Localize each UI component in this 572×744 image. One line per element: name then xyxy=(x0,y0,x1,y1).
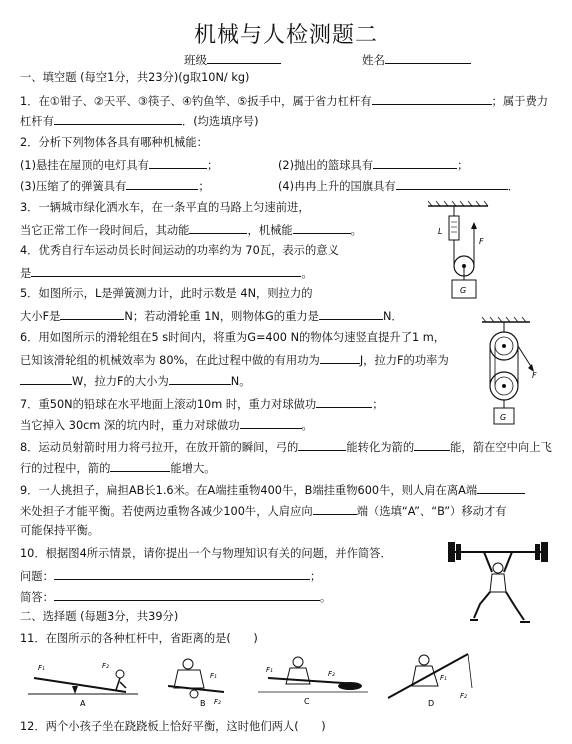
name-blank[interactable] xyxy=(385,52,471,64)
class-blank[interactable] xyxy=(207,52,281,64)
question-10-answer: 简答： 。 xyxy=(20,591,332,604)
question-9-line1: 9．一人挑担子，扁担AB长1.6米。在A端挂重物400牛，B端挂重物600牛，则人肩在离A端 xyxy=(20,482,525,498)
q2-blank-4[interactable] xyxy=(396,178,508,190)
q9-blank-2[interactable] xyxy=(313,503,357,515)
question-5-line1: 5．如图所示，L是弹簧测力计，此时示数是 4N，则拉力的 xyxy=(20,287,313,300)
question-6-line2: 已知该滑轮组的机械效率为 80%，在此过程中做的有用功为 J，拉力F的功率为 xyxy=(20,354,449,367)
q5-blank-1[interactable] xyxy=(60,308,124,320)
question-7-line1: 7．重50N的铅球在水平地面上滚动10m 时，重力对球做功 ； xyxy=(20,398,384,411)
q8-blank-3[interactable] xyxy=(110,460,170,472)
lever-a-label: A xyxy=(80,699,86,708)
question-9-line3: 可能保持平衡。 xyxy=(20,524,100,537)
question-12: 12．两个小孩子坐在跷跷板上恰好平衡，这时他们两人( ) xyxy=(20,720,326,733)
q7-blank-2[interactable] xyxy=(240,417,302,429)
weightlifter-figure xyxy=(444,538,552,630)
page-title: 机械与人检测题二 xyxy=(193,23,378,48)
svg-text:F₁: F₁ xyxy=(266,666,273,674)
pulley-block-figure xyxy=(476,316,542,428)
question-6-line1: 6．用如图所示的滑轮组在5 s时间内，将重为G=400 N的物体匀速竖直提升了1 m， xyxy=(20,331,446,344)
question-10-question: 问题： ； xyxy=(20,570,322,583)
q8-blank-1[interactable] xyxy=(298,439,346,451)
question-9-line2: 米处担子才能平衡。若使两边重物各减少100牛，人肩应向 端（选填“A”、“B”）移动才有 xyxy=(20,505,507,518)
svg-text:F₂: F₂ xyxy=(214,698,221,706)
svg-text:F₁: F₁ xyxy=(210,672,217,680)
question-8-line2: 行的过程中，箭的 能增大。 xyxy=(20,462,216,475)
svg-text:F₁: F₁ xyxy=(440,674,447,682)
question-2-row1b: (2)抛出的篮球具有 ； xyxy=(278,159,469,172)
q2-blank-1[interactable] xyxy=(149,157,207,169)
lever-b-label: B xyxy=(200,699,206,708)
q8-blank-2[interactable] xyxy=(414,439,450,451)
question-2-row2: (3)压缩了的弹簧具有 ； xyxy=(20,180,210,193)
question-5-line2: 大小F是 N；若动滑轮重 1N，则物体G的重力是 N． xyxy=(20,310,403,323)
svg-text:F₂: F₂ xyxy=(328,670,335,678)
question-10-stem: 10．根据图4所示情景，请你提出一个与物理知识有关的问题，并作简答． xyxy=(20,547,392,560)
q3-blank-2[interactable] xyxy=(293,222,351,234)
q2-blank-2[interactable] xyxy=(373,157,457,169)
question-2-row1: (1)悬挂在屋顶的电灯具有 ； xyxy=(20,159,219,172)
q6-blank-3[interactable] xyxy=(169,373,231,385)
class-field xyxy=(184,52,281,68)
svg-text:F₁: F₁ xyxy=(38,664,45,672)
q4-blank[interactable] xyxy=(31,265,301,277)
question-1-line2: 杠杆有 ．(均选填序号) xyxy=(20,115,259,128)
name-label: 姓名 xyxy=(362,53,385,67)
lever-d-label: D xyxy=(428,699,435,708)
question-2-row2b: (4)冉冉上升的国旗具有 ． xyxy=(278,180,519,193)
q5-blank-2[interactable] xyxy=(319,308,383,320)
question-8-line1: 8．运动员射箭时用力将弓拉开，在放开箭的瞬间，弓的 能转化为箭的 能，箭在空中向上飞 xyxy=(20,441,552,454)
question-4-line2: 是 。 xyxy=(20,267,313,280)
lever-option-c xyxy=(258,657,368,706)
question-6-line3: W，拉力F的大小为 N。 xyxy=(20,373,251,389)
q7-blank-1[interactable] xyxy=(316,396,372,408)
figure6-label-g: G xyxy=(500,413,507,422)
question-2-stem: 2．分析下列物体各具有哪种机械能： xyxy=(20,136,208,149)
q3-blank-1[interactable] xyxy=(189,222,247,234)
svg-text:F₂: F₂ xyxy=(102,662,109,670)
spring-scale-pulley-figure xyxy=(424,200,496,304)
svg-text:F₂: F₂ xyxy=(460,692,467,700)
question-3-line1: 3．一辆城市绿化洒水车，在一条平直的马路上匀速前进， xyxy=(20,201,310,214)
class-label: 班级 xyxy=(184,53,207,67)
figure6-label-f: F xyxy=(532,371,537,380)
q1-blank-1[interactable] xyxy=(372,93,492,105)
lever-options-figure xyxy=(28,648,548,712)
q6-blank-1[interactable] xyxy=(320,352,360,364)
question-7-line2: 当它掉入 30cm 深的坑内时，重力对球做功 。 xyxy=(20,419,313,432)
question-4-line1: 4．优秀自行车运动员长时间运动的功率约为 70瓦，表示的意义 xyxy=(20,244,339,257)
q2-blank-3[interactable] xyxy=(126,178,198,190)
q10-question-blank[interactable] xyxy=(54,568,310,580)
section1-heading: 一、填空题 (每空1分，共23分)(g取10N/ kg) xyxy=(20,71,250,84)
lever-option-d xyxy=(388,654,472,708)
question-1-line1: 1．在①钳子、②天平、③筷子、④钓鱼竿、⑤扳手中，属于省力杠杆有 ；属于费力 xyxy=(20,95,549,108)
q9-blank-1[interactable] xyxy=(477,482,525,494)
lever-option-a xyxy=(28,662,138,708)
figure-label-l: L xyxy=(438,227,443,236)
q6-blank-2[interactable] xyxy=(20,373,72,385)
lever-option-b xyxy=(168,659,224,708)
lever-c-label: C xyxy=(304,697,310,706)
q1-blank-2[interactable] xyxy=(54,113,182,125)
figure-label-f: F xyxy=(479,237,484,246)
question-3-line2: 当它正常工作一段时间后，其动能 ，机械能 。 xyxy=(20,224,362,237)
question-11: 11．在图所示的各种杠杆中，省距离的是( ) xyxy=(20,632,258,645)
name-field xyxy=(362,52,471,68)
figure-label-g: G xyxy=(460,286,467,295)
q10-answer-blank[interactable] xyxy=(54,589,320,601)
section2-heading: 二、选择题 (每题3分，共39分) xyxy=(20,610,179,623)
